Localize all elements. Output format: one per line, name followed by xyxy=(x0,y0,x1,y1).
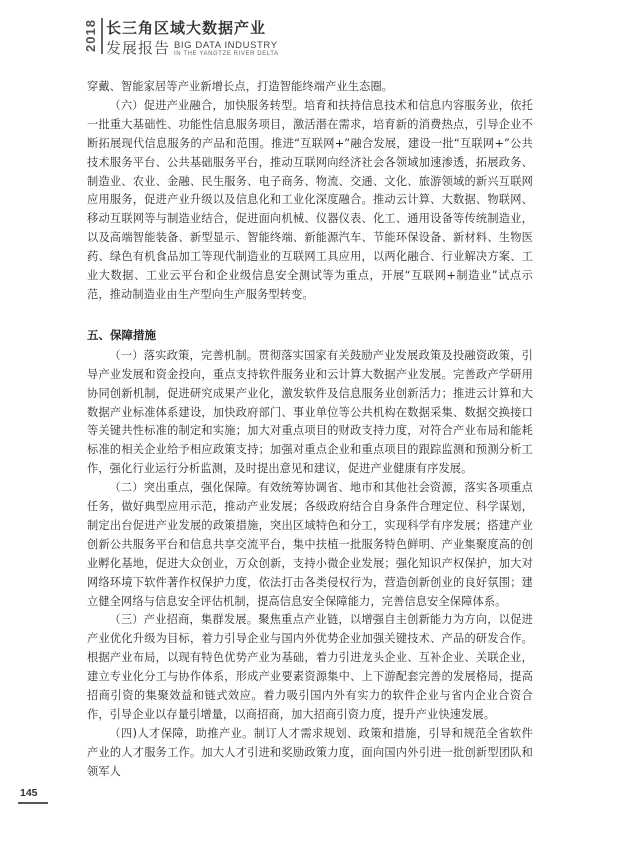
page-body xyxy=(87,78,533,782)
report-title-en-line2: IN THE YANGTZE RIVER DELTA xyxy=(174,51,279,57)
paragraph-policy: （一）落实政策，完善机制。贯彻落实国家有关鼓励产业发展政策及投融资政策，引导产业发展和资金投向，重点支持软件服务业和云计算大数据产业发展。完善政产学研用协同创新机制，促进研究成果产业化，激发软件及信息服务业创新活力；推进云计算和大数据产业标准体系建设，加快政府部门、事业单位等公共机构在数据采集、数据交换接口等关键共性标准的制定和实施；加大对重点项目的财政支持力度，对符合产业布局和能耗标准的相关企业给予相应政策支持；加强对重点企业和重点项目的跟踪监测和预测分析工作，强化行业运行分析监测，及时提出意见和建议，促进产业健康有序发展。 xyxy=(87,348,533,476)
report-title-en-line1: BIG DATA INDUSTRY xyxy=(174,40,278,51)
report-title-cn-line1: 长三角区域大数据产业 xyxy=(106,19,267,37)
page-number: 145 xyxy=(20,787,38,799)
section-heading: 五、保障措施 xyxy=(87,327,156,342)
report-title-cn-line2: 发展报告 xyxy=(106,39,171,57)
paragraph-focus: （二）突出重点，强化保障。有效统筹协调省、地市和其他社会资源，落实各项重点任务，做好典型应用示范，推动产业发展；各级政府结合自身条件合理定位、科学谋划，制定出台促进产业发展的政策措施，突出区域特色和分工，实现科学有序发展；搭建产业创新公共服务平台和信息共享交流平台，集中扶植一批服务特色鲜明、产业集聚度高的创业孵化基地，促进大众创业，万众创新，支持小微企业发展；强化知识产权保护，加大对网络环境下软件著作权保护力度，依法打击各类侵权行为，营造创新创业的良好氛围；建立健全网络与信息安全评估机制，提高信息安全保障能力，完善信息安全保障体系。 xyxy=(87,481,533,608)
report-year: 2018 xyxy=(83,19,98,53)
paragraph-investment: （三）产业招商，集群发展。聚焦重点产业链，以增强自主创新能力为方向，以促进产业优化升级为目标，着力引导企业与国内外优势企业加强关键技术、产品的研发合作。根据产业布局，以现有特色优势产业为基础，着力引进龙头企业、互补企业、关联企业，建立专业化分工与协作体系，形成产业要素资源集中、上下游配套完善的发展格局，提高招商引资的集聚效益和链式效应。着力吸引国内外有实力的软件企业与省内企业合资合作，引导企业以存量引增量，以商招商，加大招商引资力度，提升产业快速发展。 xyxy=(87,613,533,721)
header-divider xyxy=(101,18,103,54)
page-number-underline xyxy=(18,802,48,804)
page-header xyxy=(84,16,524,56)
paragraph-talent: （四)人才保障，助推产业。制订人才需求规划、政策和措施，引导和规范全省软件产业的人才服务工作。加大人才引进和奖励政策力度，面向国内外引进一批创新型团队和领军人 xyxy=(87,726,533,778)
paragraph-intro: 穿戴、智能家居等产业新增长点，打造智能终端产业生态圈。 xyxy=(87,80,394,93)
paragraph-industry-fusion: （六）促进产业融合，加快服务转型。培育和扶持信息技术和信息内容服务业，依托一批重大基础性、功能性信息服务项目，激活潜在需求，培育新的消费热点，引导企业不断拓展现代信息服务的产品和范围。推进“互联网+”融合发展，建设一批“互联网+”公共技术服务平台、公共基础服务平台，推动互联网向经济社会各领域加速渗透，拓展政务、制造业、农业、金融、民生服务、电子商务、物流、交通、文化、旅游领域的新兴互联网应用服务，促进产业升级以及信息化和工业化深度融合。推动云计算、大数据、物联网、移动互联网等与制造业结合，促进面向机械、仪器仪表、化工、通用设备等传统制造业，以及高端智能装备、新型显示、智能终端、新能源汽车、节能环保设备、新材料、生物医药、绿色有机食品加工等现代制造业的互联网工具应用，以两化融合、行业解决方案、工业大数据、工业云平台和企业级信息安全测试等为重点，开展“互联网+制造业”试点示范，推动制造业由生产型向生产服务型转变。 xyxy=(87,98,533,301)
